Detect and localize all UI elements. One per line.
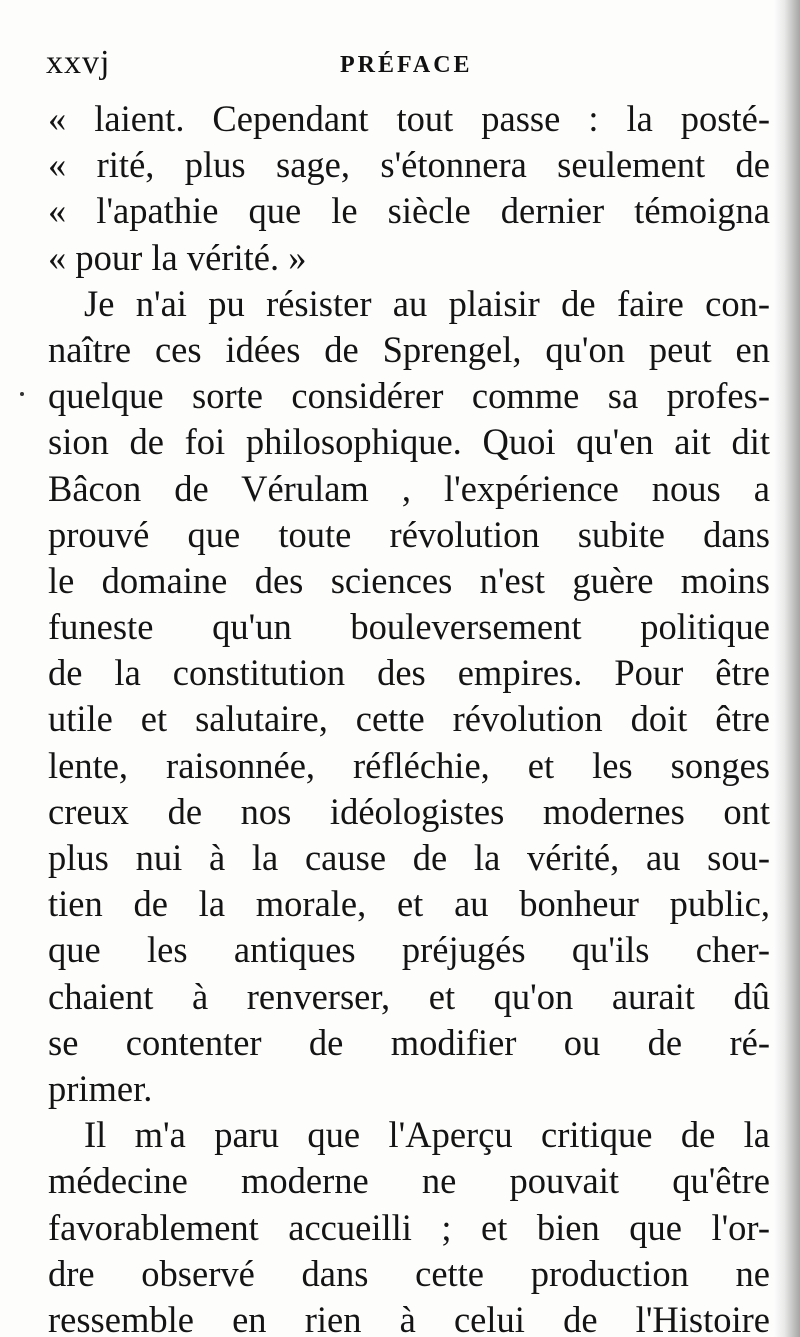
text-line: prouvé que toute révolution subite dans — [48, 513, 770, 555]
text-line: plus nui à la cause de la vérité, au sou- — [48, 837, 770, 878]
text-line: médecine moderne ne pouvait qu'être — [48, 1160, 770, 1202]
text-line: que les antiques préjugés qu'ils cher- — [48, 929, 770, 971]
text-line: funeste qu'un bouleversement politique — [48, 606, 770, 648]
text-line: ressemble en rien à celui de l'Histoire — [48, 1298, 770, 1337]
text-line: « laient. Cependant tout passe : la posté- — [48, 98, 770, 139]
text-line: tien de la morale, et au bonheur public, — [48, 883, 770, 925]
text-line: primer. — [48, 1067, 153, 1109]
text-line: utile et salutaire, cette révolution doit être — [48, 698, 770, 740]
body-text — [48, 96, 770, 1337]
ink-speck — [20, 392, 24, 396]
text-line: dre observé dans cette production ne — [48, 1252, 770, 1294]
page-gutter-shadow — [774, 0, 800, 1337]
text-line: sion de foi philosophique. Quoi qu'en ait dit — [48, 421, 770, 463]
text-line: « rité, plus sage, s'étonnera seulement de — [48, 144, 770, 186]
page-number: xxvj — [46, 44, 111, 81]
text-line: creux de nos idéologistes modernes ont — [48, 790, 770, 832]
text-line: « pour la vérité. » — [48, 236, 307, 278]
text-line: lente, raisonnée, réfléchie, et les songes — [48, 744, 770, 786]
text-line: se contenter de modifier ou de ré- — [48, 1021, 770, 1063]
page-header — [46, 44, 766, 84]
text-line: chaient à renverser, et qu'on aurait dû — [48, 975, 770, 1017]
text-line: « l'apathie que le siècle dernier témoigna — [48, 190, 770, 232]
text-line: de la constitution des empires. Pour être — [48, 652, 770, 694]
text-line: Bâcon de Vérulam , l'expérience nous a — [48, 467, 770, 509]
text-line: quelque sorte considérer comme sa profes- — [48, 375, 770, 417]
text-line: favorablement accueilli ; et bien que l'or- — [48, 1206, 770, 1248]
text-line: Je n'ai pu résister au plaisir de faire con- — [84, 282, 770, 324]
text-line: Il m'a paru que l'Aperçu critique de la — [84, 1114, 770, 1156]
text-line: naître ces idées de Sprengel, qu'on peut en — [48, 328, 770, 370]
running-head: PRÉFACE — [340, 52, 473, 78]
text-line: le domaine des sciences n'est guère moins — [48, 559, 770, 601]
